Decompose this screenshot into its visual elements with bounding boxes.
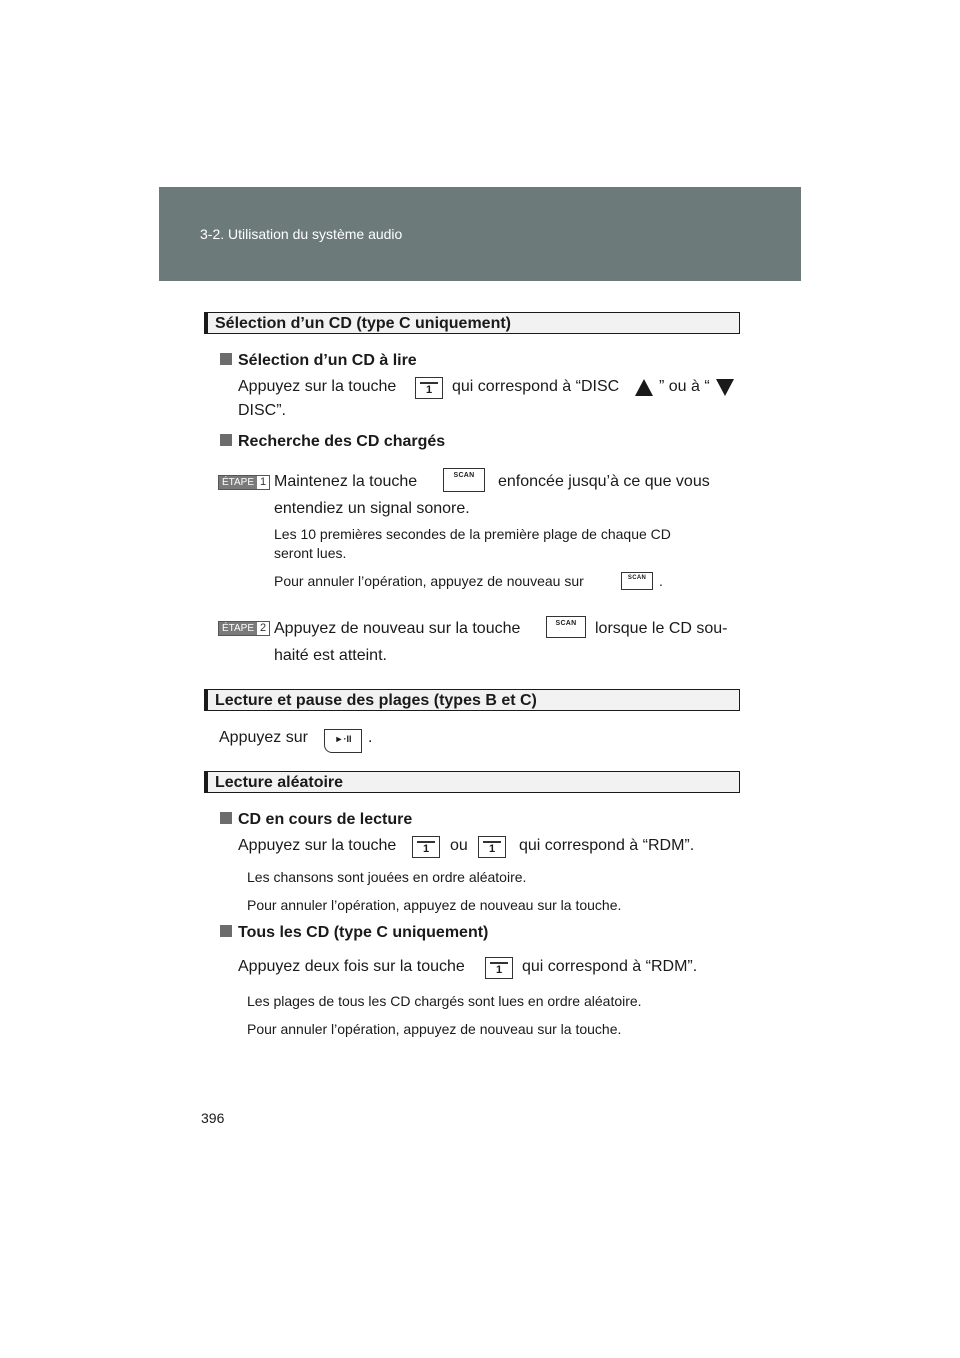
note-text: Pour annuler l’opération, appuyez de nouveau sur	[274, 573, 584, 589]
note-text: Les 10 premières secondes de la première plage de chaque CD	[274, 526, 671, 542]
section-title-bar-random	[204, 771, 740, 793]
page-number: 396	[201, 1110, 225, 1126]
instruction-text: Appuyez sur la touche	[238, 837, 397, 854]
section-title: Lecture et pause des plages (types B et C)	[215, 692, 537, 709]
preset-button-icon: 1	[478, 836, 506, 858]
step-text: haité est atteint.	[274, 647, 387, 664]
instruction-text: qui correspond à “DISC	[452, 378, 620, 395]
scan-button-icon: SCAN	[443, 468, 485, 492]
square-bullet-icon	[220, 925, 232, 937]
square-bullet-icon	[220, 353, 232, 365]
instruction-text: ” ou à “	[659, 378, 710, 395]
section-title: Sélection d’un CD (type C uniquement)	[215, 315, 512, 332]
instruction-text: ou	[450, 837, 468, 854]
preset-button-icon: 1	[415, 377, 443, 399]
note-text: .	[659, 573, 663, 589]
scan-button-icon: SCAN	[621, 572, 653, 590]
step-text: Appuyez de nouveau sur la touche	[274, 620, 521, 637]
preset-button-icon: 1	[412, 836, 440, 858]
subheading-current-cd: CD en cours de lecture	[220, 811, 412, 829]
note-text: Pour annuler l’opération, appuyez de nouveau sur la touche.	[247, 897, 622, 913]
subheading-search-cd: Recherche des CD chargés	[220, 433, 445, 451]
note-text: Les chansons sont jouées en ordre aléatoire.	[247, 869, 527, 885]
step-badge-2: ÉTAPE 2	[218, 621, 270, 636]
step-text: Maintenez la touche	[274, 473, 418, 490]
subheading-select-cd: Sélection d’un CD à lire	[220, 352, 417, 370]
note-text: Les plages de tous les CD chargés sont lues en ordre aléatoire.	[247, 993, 642, 1009]
instruction-text: qui correspond à “RDM”.	[522, 958, 698, 975]
instruction-text: Appuyez sur la touche	[238, 378, 397, 395]
note-text: Pour annuler l’opération, appuyez de nouveau sur la touche.	[247, 1021, 622, 1037]
instruction-text: qui correspond à “RDM”.	[519, 837, 695, 854]
instruction-text: Appuyez sur	[219, 729, 308, 746]
step-text: lorsque le CD sou-	[595, 620, 728, 637]
note-text: seront lues.	[274, 545, 347, 561]
step-badge-1: ÉTAPE 1	[218, 475, 270, 490]
section-title-bar-play-pause	[204, 689, 740, 711]
triangle-up-icon	[635, 379, 653, 396]
chapter-header	[159, 187, 801, 281]
section-title: Lecture aléatoire	[215, 774, 344, 791]
instruction-text: .	[368, 729, 373, 746]
preset-button-icon: 1	[485, 957, 513, 979]
square-bullet-icon	[220, 434, 232, 446]
play-pause-button-icon: ►·II	[324, 729, 362, 753]
square-bullet-icon	[220, 812, 232, 824]
instruction-text: Appuyez deux fois sur la touche	[238, 958, 465, 975]
step-text: enfoncée jusqu’à ce que vous	[498, 473, 710, 490]
instruction-text: DISC”.	[238, 402, 286, 419]
step-text: entendiez un signal sonore.	[274, 500, 470, 517]
scan-button-icon: SCAN	[546, 616, 586, 638]
section-title-bar-cd-selection	[204, 312, 740, 334]
triangle-down-icon	[716, 379, 734, 396]
subheading-all-cds: Tous les CD (type C uniquement)	[220, 924, 488, 942]
breadcrumb: 3-2. Utilisation du système audio	[200, 226, 403, 242]
